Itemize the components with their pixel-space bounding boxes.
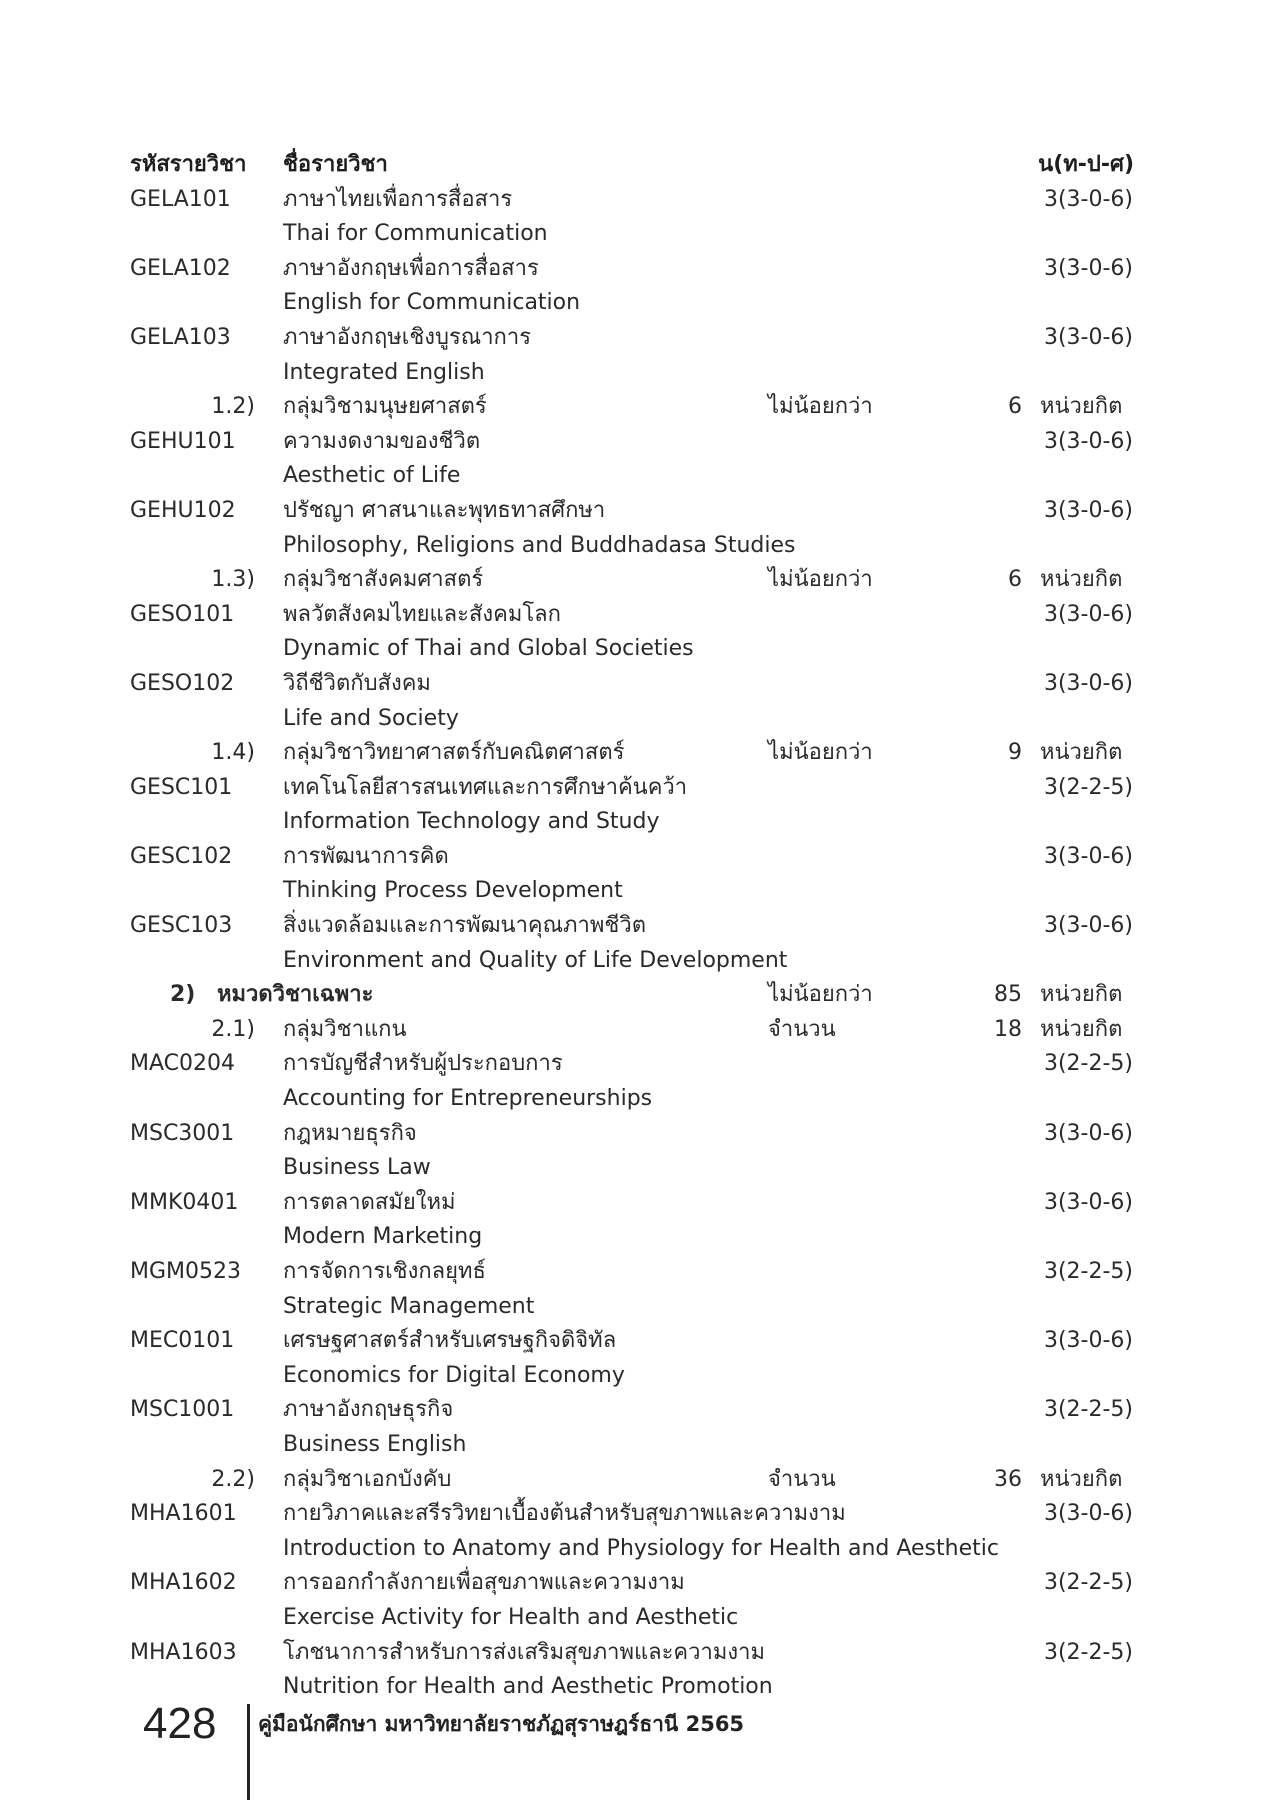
group-number: 1.4) [211, 740, 255, 766]
course-row-english [0, 1290, 1267, 1325]
course-row [0, 1047, 1267, 1082]
course-row [0, 1566, 1267, 1601]
course-name-en: Thai for Communication [283, 221, 548, 247]
course-credit: 3(3-0-6) [1043, 1189, 1133, 1215]
course-name-en: Economics for Digital Economy [283, 1362, 625, 1388]
credit-condition: จำนวน [768, 1016, 836, 1042]
credit-amount: 36 [994, 1466, 1022, 1492]
course-name-th: การออกกำลังกายเพื่อสุขภาพและความงาม [283, 1570, 685, 1596]
group-title: กลุ่มวิชาแกน [283, 1016, 407, 1042]
group-number: 1.3) [211, 567, 255, 593]
course-name-th: ภาษาอังกฤษเพื่อการสื่อสาร [283, 255, 539, 281]
credit-condition: ไม่น้อยกว่า [768, 740, 873, 766]
course-code: GELA102 [130, 255, 231, 281]
course-name-th: เศรษฐศาสตร์สำหรับเศรษฐกิจดิจิทัล [283, 1328, 617, 1354]
credit-condition: จำนวน [768, 1466, 836, 1492]
credit-amount: 9 [1008, 740, 1022, 766]
course-name-th: การตลาดสมัยใหม่ [283, 1189, 456, 1215]
credit-condition: ไม่น้อยกว่า [768, 982, 873, 1008]
group-title: กลุ่มวิชาสังคมศาสตร์ [283, 567, 484, 593]
credit-unit: หน่วยกิต [1040, 394, 1123, 420]
course-row-english [0, 529, 1267, 564]
course-code: MHA1603 [130, 1639, 237, 1665]
credit-amount: 18 [994, 1016, 1022, 1042]
course-row [0, 321, 1267, 356]
category-title: หมวดวิชาเฉพาะ [217, 982, 374, 1008]
course-row-english [0, 1220, 1267, 1255]
credit-condition: ไม่น้อยกว่า [768, 567, 873, 593]
credit-amount: 85 [994, 982, 1022, 1008]
credit-condition: ไม่น้อยกว่า [768, 394, 873, 420]
course-code: MGM0523 [130, 1259, 241, 1284]
course-row [0, 771, 1267, 806]
course-name-th: กฎหมายธุรกิจ [283, 1120, 417, 1146]
course-name-en: Aesthetic of Life [283, 463, 461, 489]
course-code: MAC0204 [130, 1051, 235, 1077]
course-credit: 3(3-0-6) [1043, 843, 1133, 869]
course-credit: 3(3-0-6) [1043, 428, 1133, 454]
course-row [0, 1497, 1267, 1532]
course-code: GESO101 [130, 601, 235, 627]
header-name: ชื่อรายวิชา [283, 152, 388, 177]
course-row-english [0, 1601, 1267, 1636]
course-row [0, 1636, 1267, 1671]
course-name-th: สิ่งแวดล้อมและการพัฒนาคุณภาพชีวิต [283, 913, 646, 939]
course-row-english [0, 944, 1267, 979]
course-credit: 3(2-2-5) [1043, 1259, 1133, 1284]
course-name-en: Accounting for Entrepreneurships [283, 1086, 653, 1112]
course-row [0, 1186, 1267, 1221]
course-row [0, 1324, 1267, 1359]
course-credit: 3(2-2-5) [1043, 1051, 1133, 1077]
course-name-th: ภาษาอังกฤษเชิงบูรณาการ [283, 324, 532, 350]
course-name-th: การบัญชีสำหรับผู้ประกอบการ [283, 1051, 563, 1077]
course-name-th: กายวิภาคและสรีรวิทยาเบื้องต้นสำหรับสุขภาพและความงาม [283, 1501, 846, 1527]
group-title: กลุ่มวิชาเอกบังคับ [283, 1466, 452, 1492]
group-title: กลุ่มวิชามนุษยศาสตร์ [283, 394, 487, 420]
course-name-th: โภชนาการสำหรับการส่งเสริมสุขภาพและความงาม [283, 1639, 765, 1665]
group-row [0, 563, 1267, 598]
course-name-en: Business Law [283, 1155, 431, 1181]
course-code: MSC1001 [130, 1397, 235, 1423]
course-name-en: Business English [283, 1431, 467, 1457]
course-name-en: Life and Society [283, 705, 459, 731]
group-number: 1.2) [211, 394, 255, 420]
course-name-en: Thinking Process Development [283, 878, 623, 904]
course-name-th: การจัดการเชิงกลยุทธ์ [283, 1259, 486, 1284]
course-code: GEHU102 [130, 497, 236, 523]
course-code: GEHU101 [130, 428, 236, 454]
course-code: GESC103 [130, 913, 233, 939]
credit-unit: หน่วยกิต [1040, 1466, 1123, 1492]
course-row [0, 1255, 1267, 1290]
group-title: กลุ่มวิชาวิทยาศาสตร์กับคณิตศาสตร์ [283, 740, 625, 766]
course-credit: 3(3-0-6) [1043, 497, 1133, 523]
group-row [0, 1463, 1267, 1498]
group-number: 2.1) [211, 1016, 255, 1042]
course-row [0, 909, 1267, 944]
course-code: GESO102 [130, 670, 235, 696]
header-code: รหัสรายวิชา [130, 152, 247, 177]
category-number: 2) [170, 982, 196, 1008]
course-row [0, 1393, 1267, 1428]
course-row [0, 1117, 1267, 1152]
course-name-en: Strategic Management [283, 1293, 535, 1319]
group-row [0, 390, 1267, 425]
course-row [0, 840, 1267, 875]
course-code: MMK0401 [130, 1189, 239, 1215]
course-row [0, 183, 1267, 218]
footer-divider [247, 1704, 250, 1800]
course-name-en: Modern Marketing [283, 1224, 483, 1250]
course-credit: 3(2-2-5) [1043, 774, 1133, 800]
course-table [0, 148, 1267, 1705]
course-row-english [0, 1359, 1267, 1394]
course-name-en: Dynamic of Thai and Global Societies [283, 636, 694, 662]
header-credit: น(ท-ป-ศ) [1038, 152, 1134, 177]
course-name-th: เทคโนโลยีสารสนเทศและการศึกษาค้นคว้า [283, 774, 688, 800]
course-row [0, 598, 1267, 633]
course-name-en: English for Communication [283, 290, 581, 316]
course-code: MHA1602 [130, 1570, 237, 1596]
footer-title: คู่มือนักศึกษา มหาวิทยาลัยราชภัฏสุราษฎร์ธานี 2565 [258, 1712, 745, 1736]
course-credit: 3(3-0-6) [1043, 670, 1133, 696]
course-credit: 3(3-0-6) [1043, 324, 1133, 350]
course-row [0, 425, 1267, 460]
course-name-th: ปรัชญา ศาสนาและพุทธทาสศึกษา [283, 497, 606, 523]
course-row-english [0, 1151, 1267, 1186]
credit-unit: หน่วยกิต [1040, 567, 1123, 593]
course-row-english [0, 217, 1267, 252]
course-credit: 3(3-0-6) [1043, 1501, 1133, 1527]
course-credit: 3(3-0-6) [1043, 186, 1133, 212]
course-name-th: ภาษาไทยเพื่อการสื่อสาร [283, 186, 513, 212]
course-name-en: Environment and Quality of Life Development [283, 947, 788, 973]
credit-unit: หน่วยกิต [1040, 982, 1123, 1008]
course-credit: 3(3-0-6) [1043, 255, 1133, 281]
course-credit: 3(3-0-6) [1043, 1120, 1133, 1146]
course-row-english [0, 459, 1267, 494]
course-credit: 3(3-0-6) [1043, 601, 1133, 627]
course-row-english [0, 1428, 1267, 1463]
course-name-en: Exercise Activity for Health and Aesthetic [283, 1604, 739, 1630]
course-row-english [0, 356, 1267, 391]
course-name-th: ภาษาอังกฤษธุรกิจ [283, 1397, 454, 1423]
course-row-english [0, 805, 1267, 840]
group-row [0, 736, 1267, 771]
course-credit: 3(2-2-5) [1043, 1639, 1133, 1665]
page-number: 428 [143, 1699, 217, 1748]
course-row-english [0, 702, 1267, 737]
course-name-th: ความงดงามของชีวิต [283, 428, 481, 454]
course-credit: 3(3-0-6) [1043, 913, 1133, 939]
course-name-en: Philosophy, Religions and Buddhadasa Studies [283, 532, 796, 558]
course-code: MEC0101 [130, 1328, 235, 1354]
course-name-th: วิถีชีวิตกับสังคม [283, 670, 431, 696]
course-code: GELA101 [130, 186, 231, 212]
credit-unit: หน่วยกิต [1040, 1016, 1123, 1042]
credit-unit: หน่วยกิต [1040, 740, 1123, 766]
course-credit: 3(2-2-5) [1043, 1570, 1133, 1596]
course-row [0, 667, 1267, 702]
group-number: 2.2) [211, 1466, 255, 1492]
credit-amount: 6 [1008, 394, 1022, 420]
course-row [0, 494, 1267, 529]
course-code: GESC101 [130, 774, 233, 800]
course-name-en: Information Technology and Study [283, 809, 660, 835]
credit-amount: 6 [1008, 567, 1022, 593]
course-code: MHA1601 [130, 1501, 237, 1527]
course-name-th: พลวัตสังคมไทยและสังคมโลก [283, 601, 561, 627]
course-name-en: Introduction to Anatomy and Physiology for Health and Aesthetic [283, 1535, 999, 1561]
course-name-th: การพัฒนาการคิด [283, 843, 449, 869]
group-row [0, 1013, 1267, 1048]
course-code: MSC3001 [130, 1120, 235, 1146]
course-row [0, 252, 1267, 287]
course-row-english [0, 1082, 1267, 1117]
course-row-english [0, 1532, 1267, 1567]
course-row-english [0, 632, 1267, 667]
course-name-en: Integrated English [283, 359, 485, 385]
course-name-en: Nutrition for Health and Aesthetic Promotion [283, 1674, 773, 1700]
course-row-english [0, 286, 1267, 321]
table-header [0, 148, 1267, 183]
course-code: GELA103 [130, 324, 231, 350]
category-row [0, 978, 1267, 1013]
course-code: GESC102 [130, 843, 233, 869]
course-row-english [0, 874, 1267, 909]
course-credit: 3(3-0-6) [1043, 1328, 1133, 1354]
course-credit: 3(2-2-5) [1043, 1397, 1133, 1423]
